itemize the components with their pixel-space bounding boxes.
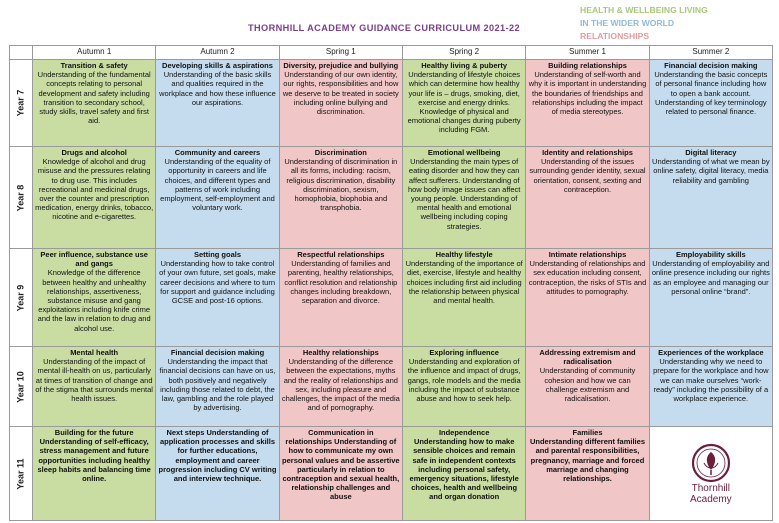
topic-title: Discrimination <box>314 148 367 157</box>
topic-cell <box>33 347 156 427</box>
topic-title: Setting goals <box>193 250 242 259</box>
topic-title: Building relationships <box>548 61 627 70</box>
row-header-year <box>10 60 33 147</box>
row-header-year <box>10 249 33 347</box>
year-label: Year 8 <box>15 184 26 211</box>
legend-wider-world: IN THE WIDER WORLD <box>580 18 675 28</box>
topic-description: Understanding of the basic skills and qualities required in the workplace and how these influence our aspirations. <box>159 70 276 107</box>
topic-description: Understanding of community cohesion and how we can challenge extremism and radicalisation. <box>539 366 636 404</box>
topic-title: Healthy living & puberty <box>421 61 508 70</box>
topic-description: Understanding of families and parenting, healthy relationships, conflict resolution and relationship changes including breakdown, separation and divorce. <box>284 259 398 306</box>
topic-title: Financial decision making <box>170 348 265 357</box>
topic-title: Transition & safety <box>60 61 128 70</box>
topic-title: Families <box>572 428 603 437</box>
thornhill-academy-crest-icon <box>691 443 731 483</box>
topic-title: Building for the future <box>54 428 134 437</box>
column-header-term: Autumn 1 <box>33 46 156 60</box>
topic-cell <box>33 60 156 147</box>
topic-title: Peer influence, substance use and gangs <box>40 250 148 269</box>
topic-description: Understanding the impact that financial decisions can have on us, both positively and negatively including those related to debt, the law, gambling and the role played by advertising. <box>159 357 276 413</box>
column-header-term: Autumn 2 <box>156 46 279 60</box>
topic-description: Understanding of employability and online presence including our rights as an employee and managing our personal online “brand”. <box>651 259 770 296</box>
page-title: THORNHILL ACADEMY GUIDANCE CURRICULUM 2021-22 <box>248 23 521 33</box>
curriculum-table <box>9 45 773 521</box>
topic-title: Healthy lifestyle <box>435 250 493 259</box>
topic-description: Understanding of relationships and sex education including consent, contraception, the risks of STIs and attitudes to pornography. <box>528 259 647 296</box>
row-header-year <box>10 427 33 521</box>
topic-cell <box>526 147 649 249</box>
topic-title: Independence <box>438 428 490 437</box>
row-header-year <box>10 147 33 249</box>
topic-description: Understanding how to make sensible choices and remain safe in independent contexts including personal safety, emergency situations, lifestyle choices, health and wellbeing and organ donation <box>409 437 519 502</box>
year-label: Year 10 <box>15 370 26 403</box>
column-header-term: Spring 1 <box>280 46 403 60</box>
topic-cell <box>33 427 156 521</box>
topic-description: Understanding of our own identity, our rights, responsibilities and how we deserve to be treated in society including online bullying and discrimination. <box>282 70 399 117</box>
topic-cell <box>403 427 526 521</box>
topic-description: Understanding how to take control of your own future, set goals, make career decisions and where to turn for support and guidance including GCSE and post-16 options. <box>159 259 276 306</box>
topic-title: Emotional wellbeing <box>427 148 501 157</box>
topic-cell <box>403 347 526 427</box>
logo-name-line2: Academy <box>689 493 732 505</box>
topic-title: Communication in <box>308 428 374 437</box>
topic-description: Understanding of the impact of mental ill-health on us, particularly at times of transition of change and of the stigma that surrounds mental health issues. <box>35 357 153 404</box>
year-label: Year 11 <box>15 457 26 490</box>
topic-description: application processes and skills for further educations, employment and career progression including CV writing and interview technique. <box>158 437 277 484</box>
topic-description: Understanding the main types of eating disorder and how they can affect sufferers. Understanding of how body image issues can affect young people. Understanding of mental health and emotional wellbeing including coping strategies. <box>407 157 521 231</box>
topic-cell <box>403 249 526 347</box>
legend-relationships: RELATIONSHIPS <box>580 31 650 41</box>
topic-description: Understanding of the issues surrounding gender identity, sexual orientation, consent, sexting and contraception. <box>529 157 646 194</box>
topic-description: Understanding of self-worth and why it is important in understanding the boundaries of friendships and relationships including the impact of media stereotypes. <box>528 70 647 117</box>
topic-title: Intimate relationships <box>548 250 627 259</box>
topic-description: relationships Understanding of how to communicate my own personal values and be assertive particularly in relation to contraception and sexual health, relationship challenges and abuse <box>282 437 400 502</box>
topic-title: Community and careers <box>174 148 261 157</box>
topic-description: Understanding of the fundamental concepts relating to personal development and safety including transition to secondary school, study skills, travel safety and first aid. <box>37 70 151 126</box>
topic-title: Drugs and alcohol <box>61 148 127 157</box>
topic-cell <box>403 60 526 147</box>
topic-cell <box>156 147 279 249</box>
year-label: Year 7 <box>15 89 26 117</box>
topic-description: Understanding of discrimination in all its forms, including: racism, religious discrimination, disability discrimination, sexism, homophobia, biophobia and transphobia. <box>284 157 398 213</box>
theme-legend <box>580 4 708 43</box>
legend-health-wellbeing: HEALTH & WELLBEING LIVING <box>580 5 708 15</box>
topic-title: Exploring influence <box>429 348 499 357</box>
topic-description: Knowledge of the difference between healthy and unhealthy relationships, assertiveness, substance misuse and gang exploitations including knife crime and the law in relation to drug and alcohol use. <box>37 268 151 333</box>
topic-title: Mental health <box>70 348 119 357</box>
column-header-term: Summer 2 <box>650 46 773 60</box>
topic-title: Financial decision making <box>664 61 758 70</box>
topic-cell <box>650 347 773 427</box>
topic-description: Understanding the basic concepts of personal finance including how to open a bank account. Understanding of key terminology related to personal finance. <box>654 70 768 117</box>
topic-cell <box>403 147 526 249</box>
topic-cell <box>280 147 403 249</box>
topic-description: Understanding of self-efficacy, stress management and future opportunities including healthy sleep habits and balancing time online. <box>37 437 151 484</box>
topic-description: Understanding different families and parental responsibilities, pregnancy, marriage and forced marriage and changing relationships. <box>529 437 645 484</box>
topic-description: Understanding why we need to prepare for the workplace and how we can make ourselves “work-ready” including the possibility of a workplace experience. <box>653 357 769 404</box>
topic-description: Understanding of the equality of opportunity in careers and life choices, and different types and patterns of work including employment, self-employment and voluntary work. <box>160 157 275 213</box>
column-header-term: Spring 2 <box>403 46 526 60</box>
topic-title: Addressing extremism and radicalisation <box>539 348 636 367</box>
topic-cell <box>650 147 773 249</box>
topic-cell <box>650 249 773 347</box>
column-header-term: Summer 1 <box>526 46 649 60</box>
topic-cell <box>33 147 156 249</box>
topic-description: Understanding and exploration of the influence and impact of drugs, gangs, role models and the media including the impact of substance abuse and how to seek help. <box>407 357 521 404</box>
topic-description: Understanding of the difference between the expectations, myths and the reality of relationships and sex, including pleasure and challenges, the impact of the media and of pornography. <box>281 357 400 413</box>
topic-title: Digital literacy <box>685 148 737 157</box>
topic-cell <box>33 249 156 347</box>
topic-cell <box>156 249 279 347</box>
academy-logo <box>650 427 773 521</box>
year-label: Year 9 <box>15 284 26 311</box>
topic-cell <box>280 427 403 521</box>
topic-cell <box>280 60 403 147</box>
topic-title: Experiences of the workplace <box>658 348 764 357</box>
logo-name-line1: Thornhill <box>691 482 730 494</box>
topic-description: Understanding of what we mean by online safety, digital literacy, media reliability and gambling <box>652 157 770 185</box>
topic-cell <box>280 347 403 427</box>
topic-title: Respectful relationships <box>297 250 385 259</box>
topic-cell <box>156 427 279 521</box>
topic-description: Knowledge of alcohol and drug misuse and the pressures relating to drug use. This includes recreational and medicinal drugs, over the counter and prescription medication, energy drinks, tobacco, nicotine and e-cigarettes. <box>35 157 154 222</box>
topic-cell <box>526 249 649 347</box>
topic-cell <box>526 347 649 427</box>
row-header-year <box>10 347 33 427</box>
topic-title: Healthy relationships <box>302 348 379 357</box>
topic-title: Developing skills & aspirations <box>162 61 273 70</box>
table-corner <box>10 46 33 60</box>
topic-cell <box>526 60 649 147</box>
topic-cell <box>156 347 279 427</box>
topic-title: Identity and relationships <box>542 148 633 157</box>
topic-cell <box>526 427 649 521</box>
topic-cell <box>280 249 403 347</box>
topic-cell <box>156 60 279 147</box>
topic-title: Employability skills <box>676 250 746 259</box>
topic-description: Understanding of lifestyle choices which can determine how healthy your life is – drugs, smoking, diet, exercise and energy drinks. Knowledge of physical and emotional changes during puberty including FGM. <box>407 70 521 135</box>
topic-description: Understanding of the importance of diet, exercise, lifestyle and healthy choices including first aid including the relationship between physical and mental health. <box>405 259 523 306</box>
topic-title: Next steps Understanding of <box>166 428 269 437</box>
topic-title: Diversity, prejudice and bullying <box>283 61 399 70</box>
topic-cell <box>650 60 773 147</box>
